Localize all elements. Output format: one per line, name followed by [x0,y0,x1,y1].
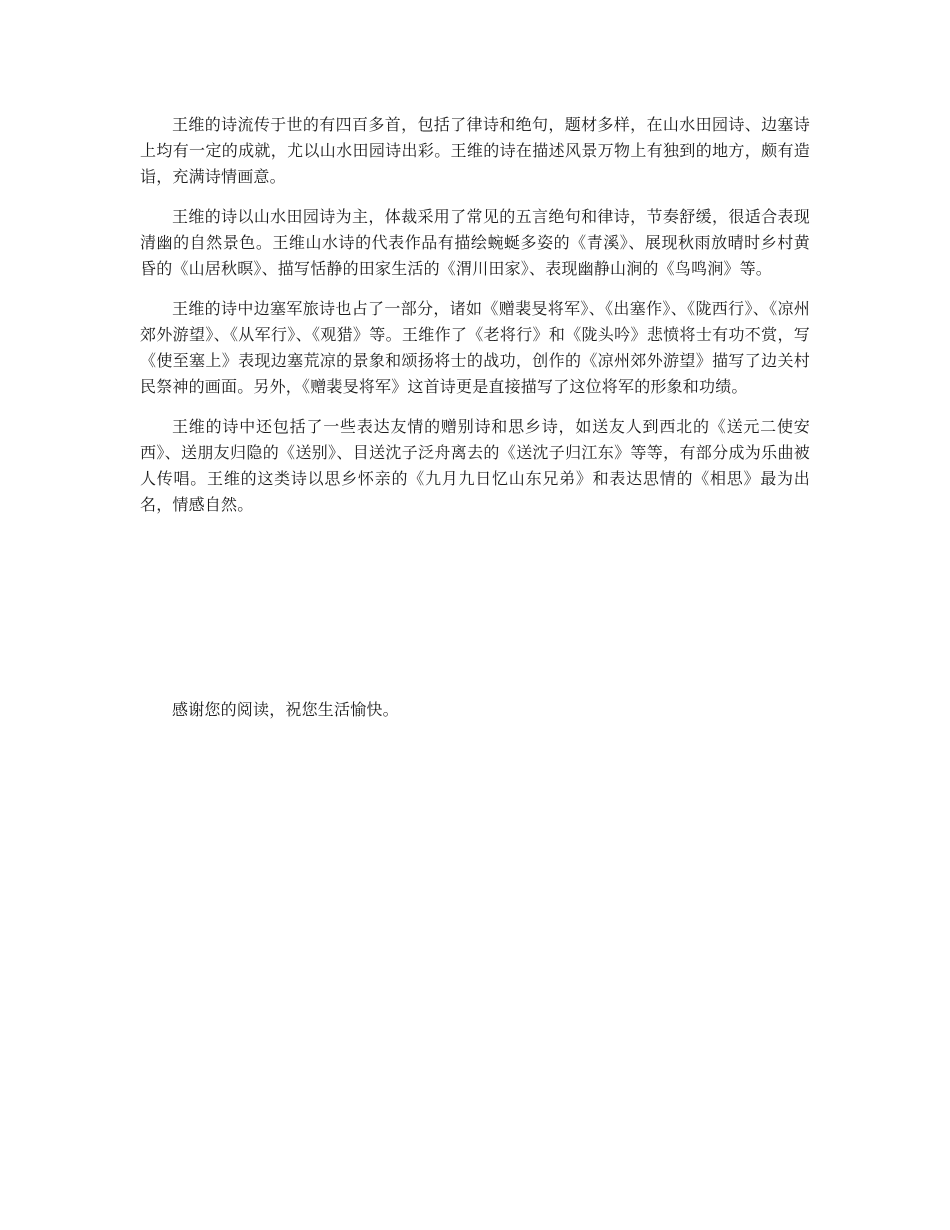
document-body [140,112,810,532]
paragraph-landscape-poems: 王维的诗以山水田园诗为主，体裁采用了常见的五言绝句和律诗，节奏舒缓，很适合表现清幽的自然景色。王维山水诗的代表作品有描绘蜿蜒多姿的《青溪》、展现秋雨放晴时乡村黄昏的《山居秋暝》、描写恬静的田家生活的《渭川田家》、表现幽静山涧的《鸟鸣涧》等。 [140,207,810,278]
paragraph-frontier-poems: 王维的诗中边塞军旅诗也占了一部分，诸如《赠裴旻将军》、《出塞作》、《陇西行》、《凉州郊外游望》、《从军行》、《观猎》等。王维作了《老将行》和《陇头吟》悲愤将士有功不赏，写《使至塞上》表现边塞荒凉的景象和颂扬将士的战功，创作的《凉州郊外游望》描写了边关村民祭神的画面。另外，《赠裴旻将军》这首诗更是直接描写了这位将军的形象和功绩。 [140,299,810,396]
paragraph-farewell-poems: 王维的诗中还包括了一些表达友情的赠别诗和思乡诗，如送友人到西北的《送元二使安西》、送朋友归隐的《送别》、目送沈子泛舟离去的《送沈子归江东》等等，有部分成为乐曲被人传唱。王维的这类诗以思乡怀亲的《九月九日忆山东兄弟》和表达思情的《相思》最为出名，情感自然。 [140,417,810,514]
paragraph-overview: 王维的诗流传于世的有四百多首，包括了律诗和绝句，题材多样，在山水田园诗、边塞诗上均有一定的成就，尤以山水田园诗出彩。王维的诗在描述风景万物上有独到的地方，颇有造诣，充满诗情画意。 [140,115,810,186]
closing-line: 感谢您的阅读，祝您生活愉快。 [172,700,399,719]
